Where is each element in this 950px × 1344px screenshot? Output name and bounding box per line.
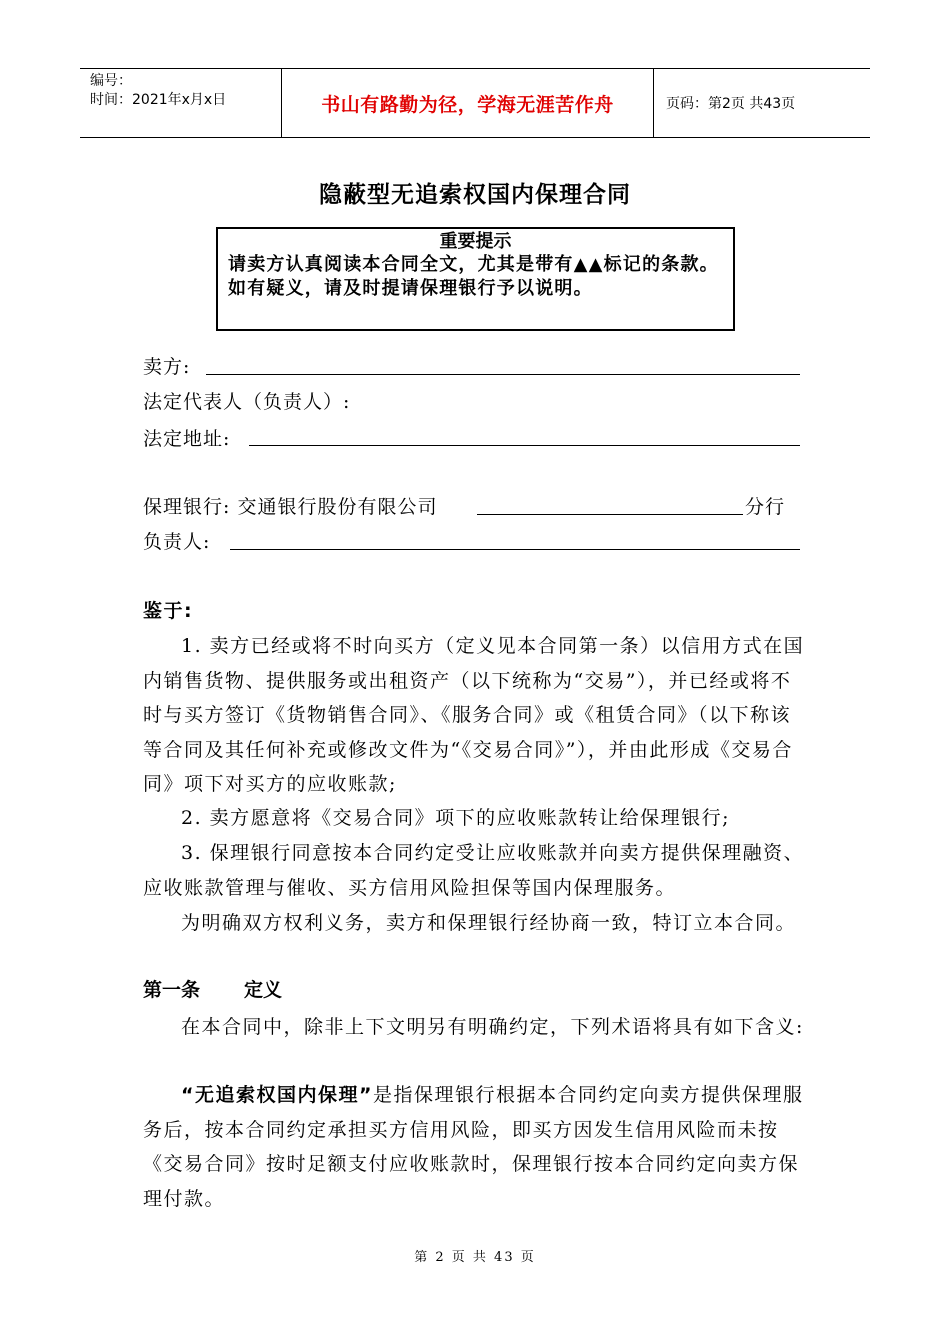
factor-bank-label: 保理银行: 交通银行股份有限公司: [143, 496, 438, 518]
page-header: [80, 68, 870, 138]
legal-rep-label: 法定代表人（负责人）:: [143, 391, 351, 413]
notice-title: 重要提示: [439, 231, 512, 252]
header-motto: 书山有路勤为径，学海无涯苦作舟: [321, 93, 614, 116]
legal-address-blank[interactable]: [249, 445, 800, 446]
header-right-cell: [654, 69, 870, 137]
legal-address-label: 法定地址:: [143, 428, 231, 450]
contract-title: 隐蔽型无追索权国内保理合同: [319, 182, 631, 208]
seller-blank[interactable]: [206, 374, 800, 375]
notice-text: 请卖方认真阅读本合同全文，尤其是带有▲▲标记的条款。如有疑义，请及时提请保理银行予以说明。: [228, 254, 719, 299]
branch-blank[interactable]: [477, 514, 743, 515]
page-footer: 第 2 页 共 43 页: [414, 1250, 536, 1265]
recital-purpose: 为明确双方权利义务，卖方和保理银行经协商一致，特订立本合同。: [181, 912, 797, 934]
number-label: 编号：: [90, 73, 132, 89]
defined-term: “无追索权国内保理”: [181, 1084, 373, 1106]
recital-item-3: 3. 保理银行同意按本合同约定受让应收账款并向卖方提供保理融资、应收账款管理与催收、买方信用风险担保等国内保理服务。: [143, 842, 805, 899]
time-label: 时间：2021年x月x日: [90, 92, 227, 108]
recital-item-2: 2. 卖方愿意将《交易合同》项下的应收账款转让给保理银行;: [181, 807, 731, 829]
article-1-number: 第一条: [143, 979, 201, 1001]
article-1-intro: 在本合同中，除非上下文明另有明确约定，下列术语将具有如下含义:: [181, 1016, 804, 1038]
header-left-cell: [80, 69, 282, 137]
article-1-title: 定义: [244, 979, 283, 1001]
person-in-charge-blank[interactable]: [230, 549, 800, 550]
definition-text: 是指保理银行根据本合同约定向卖方提供保理服务后，按本合同约定承担买方信用风险，即买方因发生信用风险而未按《交易合同》按时足额支付应收账款时，保理银行按本合同约定向卖方保理付款。: [143, 1084, 804, 1210]
header-middle-cell: [282, 69, 654, 137]
seller-label: 卖方:: [143, 356, 191, 378]
important-notice-box: [216, 227, 735, 331]
recital-item-1: 1. 卖方已经或将不时向买方（定义见本合同第一条）以信用方式在国内销售货物、提供服务或出租资产（以下统称为“交易”），并已经或将不时与买方签订《货物销售合同》、《服务合同》或《租赁合同》（以下称该等合同及其任何补充或修改文件为“《交易合同》”），并由此形成《交易合同》项下对买方的应收账款;: [143, 635, 805, 795]
branch-suffix: 分行: [745, 496, 786, 518]
article-1-definition-paragraph: [143, 1078, 808, 1216]
person-in-charge-label: 负责人:: [143, 531, 211, 553]
article-1-heading: [143, 975, 282, 1002]
header-page-info: 页码：第2页 共43页: [666, 96, 796, 112]
recitals-heading: 鉴于:: [143, 600, 194, 622]
